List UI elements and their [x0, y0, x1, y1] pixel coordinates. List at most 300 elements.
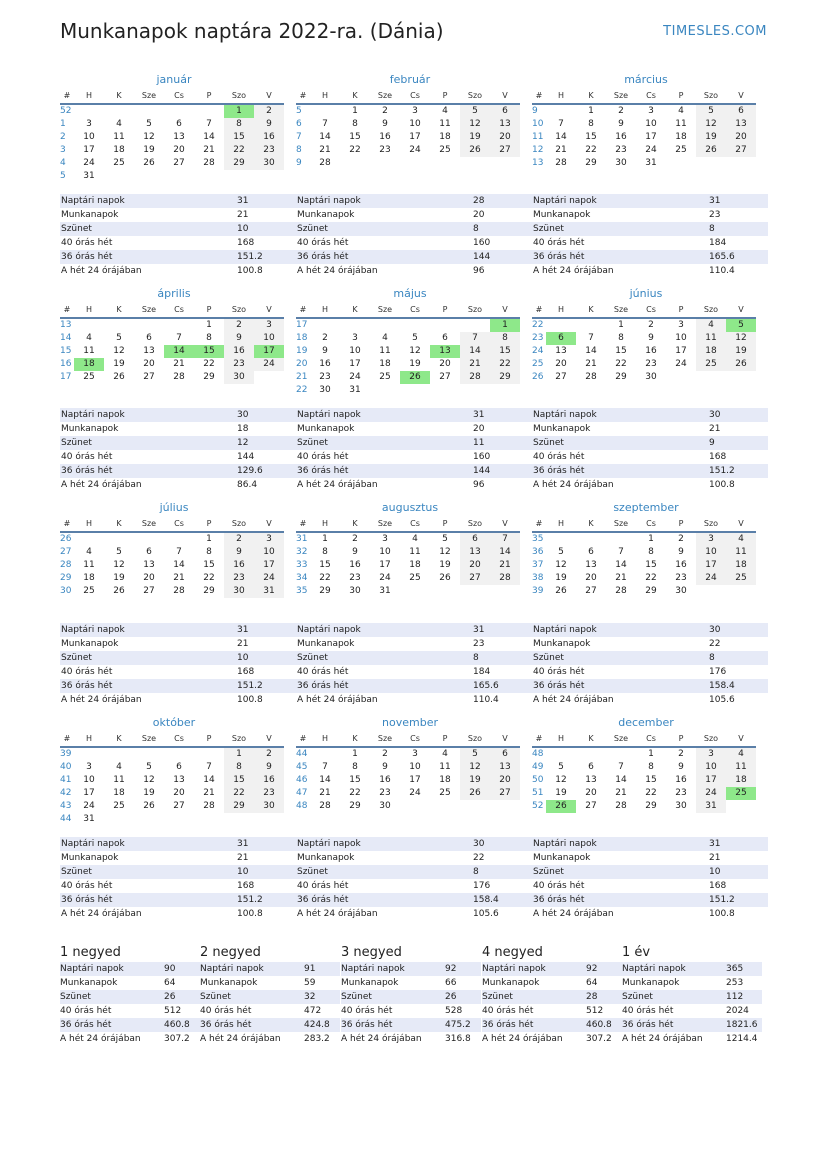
day-cell[interactable]: 17: [675, 346, 687, 356]
day-cell[interactable]: 14: [490, 546, 520, 559]
day-cell[interactable]: 24: [409, 145, 421, 155]
day-cell[interactable]: 23: [254, 144, 284, 157]
day-cell[interactable]: 25: [83, 372, 95, 382]
day-cell[interactable]: 29: [490, 371, 520, 384]
day-cell[interactable]: 31: [349, 385, 361, 395]
day-cell[interactable]: 1: [618, 320, 624, 330]
day-cell[interactable]: 15: [490, 345, 520, 358]
day-cell[interactable]: 1: [352, 106, 358, 116]
day-cell[interactable]: 4: [726, 533, 756, 546]
day-cell[interactable]: 26: [439, 573, 451, 583]
day-cell[interactable]: 11: [83, 346, 95, 356]
day-cell[interactable]: 1: [588, 106, 594, 116]
day-cell[interactable]: 17: [83, 788, 95, 798]
day-cell[interactable]: 8: [618, 333, 624, 343]
day-cell[interactable]: 14: [164, 345, 194, 358]
day-cell[interactable]: 26: [555, 586, 567, 596]
day-cell[interactable]: 9: [382, 762, 388, 772]
day-cell[interactable]: 3: [352, 333, 358, 343]
day-cell[interactable]: 25: [113, 158, 125, 168]
day-cell[interactable]: 3: [696, 748, 726, 761]
day-cell[interactable]: 30: [379, 801, 391, 811]
day-cell[interactable]: 11: [439, 119, 451, 129]
day-cell[interactable]: 26: [696, 144, 726, 157]
day-cell[interactable]: 18: [726, 774, 756, 787]
day-cell[interactable]: 13: [585, 560, 597, 570]
day-cell[interactable]: 28: [319, 158, 331, 168]
day-cell[interactable]: 3: [254, 533, 284, 546]
day-cell[interactable]: 13: [585, 775, 597, 785]
day-cell[interactable]: 17: [254, 345, 284, 358]
day-cell[interactable]: 16: [615, 132, 627, 142]
day-cell[interactable]: 21: [319, 145, 331, 155]
day-cell[interactable]: 20: [143, 359, 155, 369]
day-cell[interactable]: 20: [490, 131, 520, 144]
day-cell[interactable]: 20: [173, 788, 185, 798]
day-cell[interactable]: 11: [409, 547, 421, 557]
day-cell[interactable]: 24: [675, 359, 687, 369]
day-cell[interactable]: 29: [349, 801, 361, 811]
day-cell[interactable]: 3: [86, 119, 92, 129]
day-cell[interactable]: 22: [349, 788, 361, 798]
day-cell[interactable]: 1: [352, 749, 358, 759]
day-cell[interactable]: 3: [412, 106, 418, 116]
day-cell[interactable]: 9: [618, 119, 624, 129]
day-cell[interactable]: 14: [319, 775, 331, 785]
day-cell[interactable]: 5: [116, 547, 122, 557]
day-cell[interactable]: 5: [116, 333, 122, 343]
day-cell[interactable]: 14: [585, 346, 597, 356]
day-cell[interactable]: 25: [696, 358, 726, 371]
day-cell[interactable]: 21: [460, 358, 490, 371]
day-cell[interactable]: 2: [648, 320, 654, 330]
day-cell[interactable]: 27: [726, 144, 756, 157]
day-cell[interactable]: 30: [224, 371, 254, 384]
day-cell[interactable]: 12: [113, 346, 125, 356]
day-cell[interactable]: 5: [460, 105, 490, 118]
day-cell[interactable]: 20: [439, 359, 451, 369]
day-cell[interactable]: 29: [203, 586, 215, 596]
day-cell[interactable]: 5: [726, 319, 756, 332]
day-cell[interactable]: 6: [490, 105, 520, 118]
day-cell[interactable]: 30: [319, 385, 331, 395]
day-cell[interactable]: 16: [224, 345, 254, 358]
day-cell[interactable]: 10: [349, 346, 361, 356]
day-cell[interactable]: 12: [409, 346, 421, 356]
day-cell[interactable]: 19: [143, 788, 155, 798]
day-cell[interactable]: 6: [588, 547, 594, 557]
day-cell[interactable]: 10: [83, 775, 95, 785]
day-cell[interactable]: 1: [322, 534, 328, 544]
day-cell[interactable]: 29: [645, 586, 657, 596]
day-cell[interactable]: 8: [490, 332, 520, 345]
day-cell[interactable]: 28: [173, 586, 185, 596]
day-cell[interactable]: 3: [678, 320, 684, 330]
day-cell[interactable]: 27: [490, 787, 520, 800]
day-cell[interactable]: 16: [224, 559, 254, 572]
day-cell[interactable]: 5: [442, 534, 448, 544]
day-cell[interactable]: 4: [412, 534, 418, 544]
day-cell[interactable]: 25: [439, 788, 451, 798]
day-cell[interactable]: 6: [588, 762, 594, 772]
day-cell[interactable]: 18: [83, 573, 95, 583]
day-cell[interactable]: 22: [585, 145, 597, 155]
day-cell[interactable]: 15: [224, 774, 254, 787]
day-cell[interactable]: 27: [555, 372, 567, 382]
day-cell[interactable]: 2: [254, 105, 284, 118]
day-cell[interactable]: 15: [319, 560, 331, 570]
day-cell[interactable]: 28: [203, 158, 215, 168]
day-cell[interactable]: 17: [409, 132, 421, 142]
day-cell[interactable]: 2: [382, 106, 388, 116]
day-cell[interactable]: 12: [696, 118, 726, 131]
day-cell[interactable]: 4: [442, 106, 448, 116]
day-cell[interactable]: 11: [83, 560, 95, 570]
day-cell[interactable]: 18: [726, 559, 756, 572]
day-cell[interactable]: 13: [430, 345, 460, 358]
day-cell[interactable]: 3: [648, 106, 654, 116]
day-cell[interactable]: 16: [645, 346, 657, 356]
day-cell[interactable]: 30: [254, 800, 284, 813]
day-cell[interactable]: 31: [83, 814, 95, 824]
day-cell[interactable]: 31: [696, 800, 726, 813]
day-cell[interactable]: 13: [143, 560, 155, 570]
day-cell[interactable]: 22: [224, 144, 254, 157]
day-cell[interactable]: 12: [439, 547, 451, 557]
day-cell[interactable]: 26: [113, 372, 125, 382]
day-cell[interactable]: 23: [379, 788, 391, 798]
day-cell[interactable]: 30: [645, 372, 657, 382]
day-cell[interactable]: 8: [648, 547, 654, 557]
day-cell[interactable]: 8: [352, 119, 358, 129]
day-cell[interactable]: 1: [490, 319, 520, 332]
day-cell[interactable]: 23: [675, 573, 687, 583]
day-cell[interactable]: 18: [74, 358, 104, 371]
day-cell[interactable]: 29: [585, 158, 597, 168]
day-cell[interactable]: 16: [254, 774, 284, 787]
day-cell[interactable]: 16: [349, 560, 361, 570]
day-cell[interactable]: 8: [224, 761, 254, 774]
day-cell[interactable]: 16: [379, 132, 391, 142]
day-cell[interactable]: 21: [615, 788, 627, 798]
day-cell[interactable]: 4: [116, 762, 122, 772]
day-cell[interactable]: 4: [86, 333, 92, 343]
day-cell[interactable]: 22: [645, 573, 657, 583]
day-cell[interactable]: 14: [615, 775, 627, 785]
day-cell[interactable]: 27: [143, 586, 155, 596]
day-cell[interactable]: 26: [113, 586, 125, 596]
day-cell[interactable]: 30: [675, 586, 687, 596]
day-cell[interactable]: 27: [585, 801, 597, 811]
day-cell[interactable]: 18: [439, 132, 451, 142]
day-cell[interactable]: 7: [322, 762, 328, 772]
day-cell[interactable]: 11: [439, 762, 451, 772]
day-cell[interactable]: 6: [442, 333, 448, 343]
day-cell[interactable]: 20: [460, 559, 490, 572]
day-cell[interactable]: 22: [224, 787, 254, 800]
day-cell[interactable]: 15: [349, 132, 361, 142]
day-cell[interactable]: 22: [203, 573, 215, 583]
day-cell[interactable]: 24: [349, 372, 361, 382]
day-cell[interactable]: 10: [645, 119, 657, 129]
day-cell[interactable]: 26: [726, 358, 756, 371]
day-cell[interactable]: 6: [176, 762, 182, 772]
day-cell[interactable]: 9: [224, 546, 254, 559]
day-cell[interactable]: 2: [382, 749, 388, 759]
day-cell[interactable]: 29: [203, 372, 215, 382]
day-cell[interactable]: 11: [113, 775, 125, 785]
day-cell[interactable]: 10: [254, 546, 284, 559]
day-cell[interactable]: 19: [439, 560, 451, 570]
day-cell[interactable]: 31: [645, 158, 657, 168]
day-cell[interactable]: 17: [349, 359, 361, 369]
day-cell[interactable]: 7: [618, 762, 624, 772]
day-cell[interactable]: 9: [678, 762, 684, 772]
day-cell[interactable]: 8: [648, 762, 654, 772]
day-cell[interactable]: 5: [146, 762, 152, 772]
day-cell[interactable]: 21: [203, 145, 215, 155]
day-cell[interactable]: 17: [696, 774, 726, 787]
day-cell[interactable]: 13: [173, 132, 185, 142]
day-cell[interactable]: 2: [254, 748, 284, 761]
day-cell[interactable]: 21: [615, 573, 627, 583]
day-cell[interactable]: 5: [460, 748, 490, 761]
day-cell[interactable]: 1: [648, 749, 654, 759]
day-cell[interactable]: 9: [678, 547, 684, 557]
day-cell[interactable]: 15: [194, 345, 224, 358]
day-cell[interactable]: 2: [224, 319, 254, 332]
day-cell[interactable]: 30: [615, 158, 627, 168]
day-cell[interactable]: 25: [726, 787, 756, 800]
day-cell[interactable]: 18: [113, 788, 125, 798]
day-cell[interactable]: 3: [696, 533, 726, 546]
day-cell[interactable]: 2: [322, 333, 328, 343]
day-cell[interactable]: 2: [618, 106, 624, 116]
day-cell[interactable]: 1: [224, 105, 254, 118]
day-cell[interactable]: 10: [696, 546, 726, 559]
day-cell[interactable]: 4: [86, 547, 92, 557]
day-cell[interactable]: 13: [490, 118, 520, 131]
day-cell[interactable]: 3: [86, 762, 92, 772]
day-cell[interactable]: 16: [675, 775, 687, 785]
day-cell[interactable]: 20: [585, 788, 597, 798]
day-cell[interactable]: 19: [113, 359, 125, 369]
day-cell[interactable]: 7: [490, 533, 520, 546]
day-cell[interactable]: 17: [409, 775, 421, 785]
day-cell[interactable]: 9: [224, 332, 254, 345]
day-cell[interactable]: 1: [206, 320, 212, 330]
day-cell[interactable]: 1: [648, 534, 654, 544]
day-cell[interactable]: 4: [696, 319, 726, 332]
day-cell[interactable]: 2: [352, 534, 358, 544]
day-cell[interactable]: 25: [409, 573, 421, 583]
day-cell[interactable]: 15: [349, 775, 361, 785]
day-cell[interactable]: 29: [645, 801, 657, 811]
day-cell[interactable]: 22: [615, 359, 627, 369]
day-cell[interactable]: 7: [618, 547, 624, 557]
day-cell[interactable]: 19: [409, 359, 421, 369]
day-cell[interactable]: 13: [555, 346, 567, 356]
day-cell[interactable]: 6: [146, 333, 152, 343]
day-cell[interactable]: 31: [254, 585, 284, 598]
day-cell[interactable]: 12: [555, 560, 567, 570]
day-cell[interactable]: 14: [555, 132, 567, 142]
day-cell[interactable]: 26: [460, 144, 490, 157]
day-cell[interactable]: 12: [143, 132, 155, 142]
day-cell[interactable]: 25: [113, 801, 125, 811]
day-cell[interactable]: 26: [546, 800, 576, 813]
day-cell[interactable]: 16: [675, 560, 687, 570]
day-cell[interactable]: 20: [726, 131, 756, 144]
day-cell[interactable]: 4: [678, 106, 684, 116]
day-cell[interactable]: 12: [726, 332, 756, 345]
day-cell[interactable]: 7: [588, 333, 594, 343]
day-cell[interactable]: 20: [143, 573, 155, 583]
day-cell[interactable]: 19: [696, 131, 726, 144]
day-cell[interactable]: 20: [173, 145, 185, 155]
day-cell[interactable]: 26: [460, 787, 490, 800]
day-cell[interactable]: 14: [615, 560, 627, 570]
day-cell[interactable]: 23: [675, 788, 687, 798]
day-cell[interactable]: 17: [645, 132, 657, 142]
day-cell[interactable]: 31: [379, 586, 391, 596]
day-cell[interactable]: 6: [176, 119, 182, 129]
day-cell[interactable]: 27: [173, 158, 185, 168]
day-cell[interactable]: 20: [585, 573, 597, 583]
day-cell[interactable]: 21: [555, 145, 567, 155]
day-cell[interactable]: 2: [678, 534, 684, 544]
day-cell[interactable]: 19: [113, 573, 125, 583]
day-cell[interactable]: 6: [460, 533, 490, 546]
day-cell[interactable]: 14: [319, 132, 331, 142]
day-cell[interactable]: 6: [146, 547, 152, 557]
day-cell[interactable]: 5: [696, 105, 726, 118]
day-cell[interactable]: 7: [460, 332, 490, 345]
day-cell[interactable]: 4: [726, 748, 756, 761]
day-cell[interactable]: 18: [113, 145, 125, 155]
day-cell[interactable]: 7: [206, 119, 212, 129]
day-cell[interactable]: 28: [585, 372, 597, 382]
day-cell[interactable]: 15: [645, 560, 657, 570]
day-cell[interactable]: 29: [319, 586, 331, 596]
day-cell[interactable]: 17: [83, 145, 95, 155]
day-cell[interactable]: 10: [409, 119, 421, 129]
day-cell[interactable]: 7: [176, 547, 182, 557]
day-cell[interactable]: 4: [382, 333, 388, 343]
day-cell[interactable]: 29: [224, 157, 254, 170]
day-cell[interactable]: 19: [143, 145, 155, 155]
day-cell[interactable]: 19: [460, 774, 490, 787]
day-cell[interactable]: 7: [176, 333, 182, 343]
day-cell[interactable]: 22: [490, 358, 520, 371]
day-cell[interactable]: 14: [173, 560, 185, 570]
day-cell[interactable]: 28: [460, 371, 490, 384]
day-cell[interactable]: 28: [615, 801, 627, 811]
day-cell[interactable]: 19: [460, 131, 490, 144]
day-cell[interactable]: 18: [675, 132, 687, 142]
day-cell[interactable]: 10: [379, 547, 391, 557]
day-cell[interactable]: 13: [726, 118, 756, 131]
day-cell[interactable]: 9: [648, 333, 654, 343]
day-cell[interactable]: 30: [254, 157, 284, 170]
day-cell[interactable]: 24: [645, 145, 657, 155]
day-cell[interactable]: 9: [322, 346, 328, 356]
day-cell[interactable]: 25: [379, 372, 391, 382]
day-cell[interactable]: 1: [206, 534, 212, 544]
day-cell[interactable]: 28: [615, 586, 627, 596]
day-cell[interactable]: 31: [83, 171, 95, 181]
day-cell[interactable]: 24: [696, 787, 726, 800]
day-cell[interactable]: 25: [675, 145, 687, 155]
day-cell[interactable]: 6: [546, 332, 576, 345]
day-cell[interactable]: 7: [322, 119, 328, 129]
day-cell[interactable]: 29: [224, 800, 254, 813]
day-cell[interactable]: 5: [412, 333, 418, 343]
day-cell[interactable]: 15: [645, 775, 657, 785]
day-cell[interactable]: 20: [490, 774, 520, 787]
day-cell[interactable]: 19: [555, 573, 567, 583]
day-cell[interactable]: 11: [675, 119, 687, 129]
day-cell[interactable]: 12: [460, 118, 490, 131]
day-cell[interactable]: 7: [206, 762, 212, 772]
day-cell[interactable]: 18: [439, 775, 451, 785]
day-cell[interactable]: 23: [645, 359, 657, 369]
day-cell[interactable]: 4: [442, 749, 448, 759]
day-cell[interactable]: 22: [349, 145, 361, 155]
day-cell[interactable]: 8: [588, 119, 594, 129]
day-cell[interactable]: 25: [439, 145, 451, 155]
day-cell[interactable]: 2: [678, 749, 684, 759]
day-cell[interactable]: 9: [254, 118, 284, 131]
day-cell[interactable]: 30: [224, 585, 254, 598]
day-cell[interactable]: 11: [726, 546, 756, 559]
day-cell[interactable]: 12: [460, 761, 490, 774]
day-cell[interactable]: 11: [726, 761, 756, 774]
day-cell[interactable]: 13: [143, 346, 155, 356]
day-cell[interactable]: 21: [490, 559, 520, 572]
day-cell[interactable]: 21: [173, 359, 185, 369]
day-cell[interactable]: 24: [409, 788, 421, 798]
day-cell[interactable]: 28: [203, 801, 215, 811]
day-cell[interactable]: 22: [645, 788, 657, 798]
day-cell[interactable]: 24: [83, 801, 95, 811]
day-cell[interactable]: 12: [113, 560, 125, 570]
day-cell[interactable]: 25: [726, 572, 756, 585]
day-cell[interactable]: 16: [319, 359, 331, 369]
day-cell[interactable]: 28: [173, 372, 185, 382]
day-cell[interactable]: 15: [585, 132, 597, 142]
day-cell[interactable]: 22: [203, 359, 215, 369]
day-cell[interactable]: 10: [254, 332, 284, 345]
day-cell[interactable]: 24: [83, 158, 95, 168]
day-cell[interactable]: 23: [254, 787, 284, 800]
day-cell[interactable]: 11: [113, 132, 125, 142]
day-cell[interactable]: 24: [254, 358, 284, 371]
day-cell[interactable]: 21: [585, 359, 597, 369]
day-cell[interactable]: 10: [675, 333, 687, 343]
day-cell[interactable]: 15: [615, 346, 627, 356]
day-cell[interactable]: 9: [382, 119, 388, 129]
day-cell[interactable]: 21: [173, 573, 185, 583]
day-cell[interactable]: 15: [224, 131, 254, 144]
day-cell[interactable]: 6: [490, 748, 520, 761]
day-cell[interactable]: 17: [696, 559, 726, 572]
day-cell[interactable]: 18: [379, 359, 391, 369]
day-cell[interactable]: 17: [379, 560, 391, 570]
day-cell[interactable]: 19: [726, 345, 756, 358]
day-cell[interactable]: 13: [460, 546, 490, 559]
day-cell[interactable]: 14: [460, 345, 490, 358]
